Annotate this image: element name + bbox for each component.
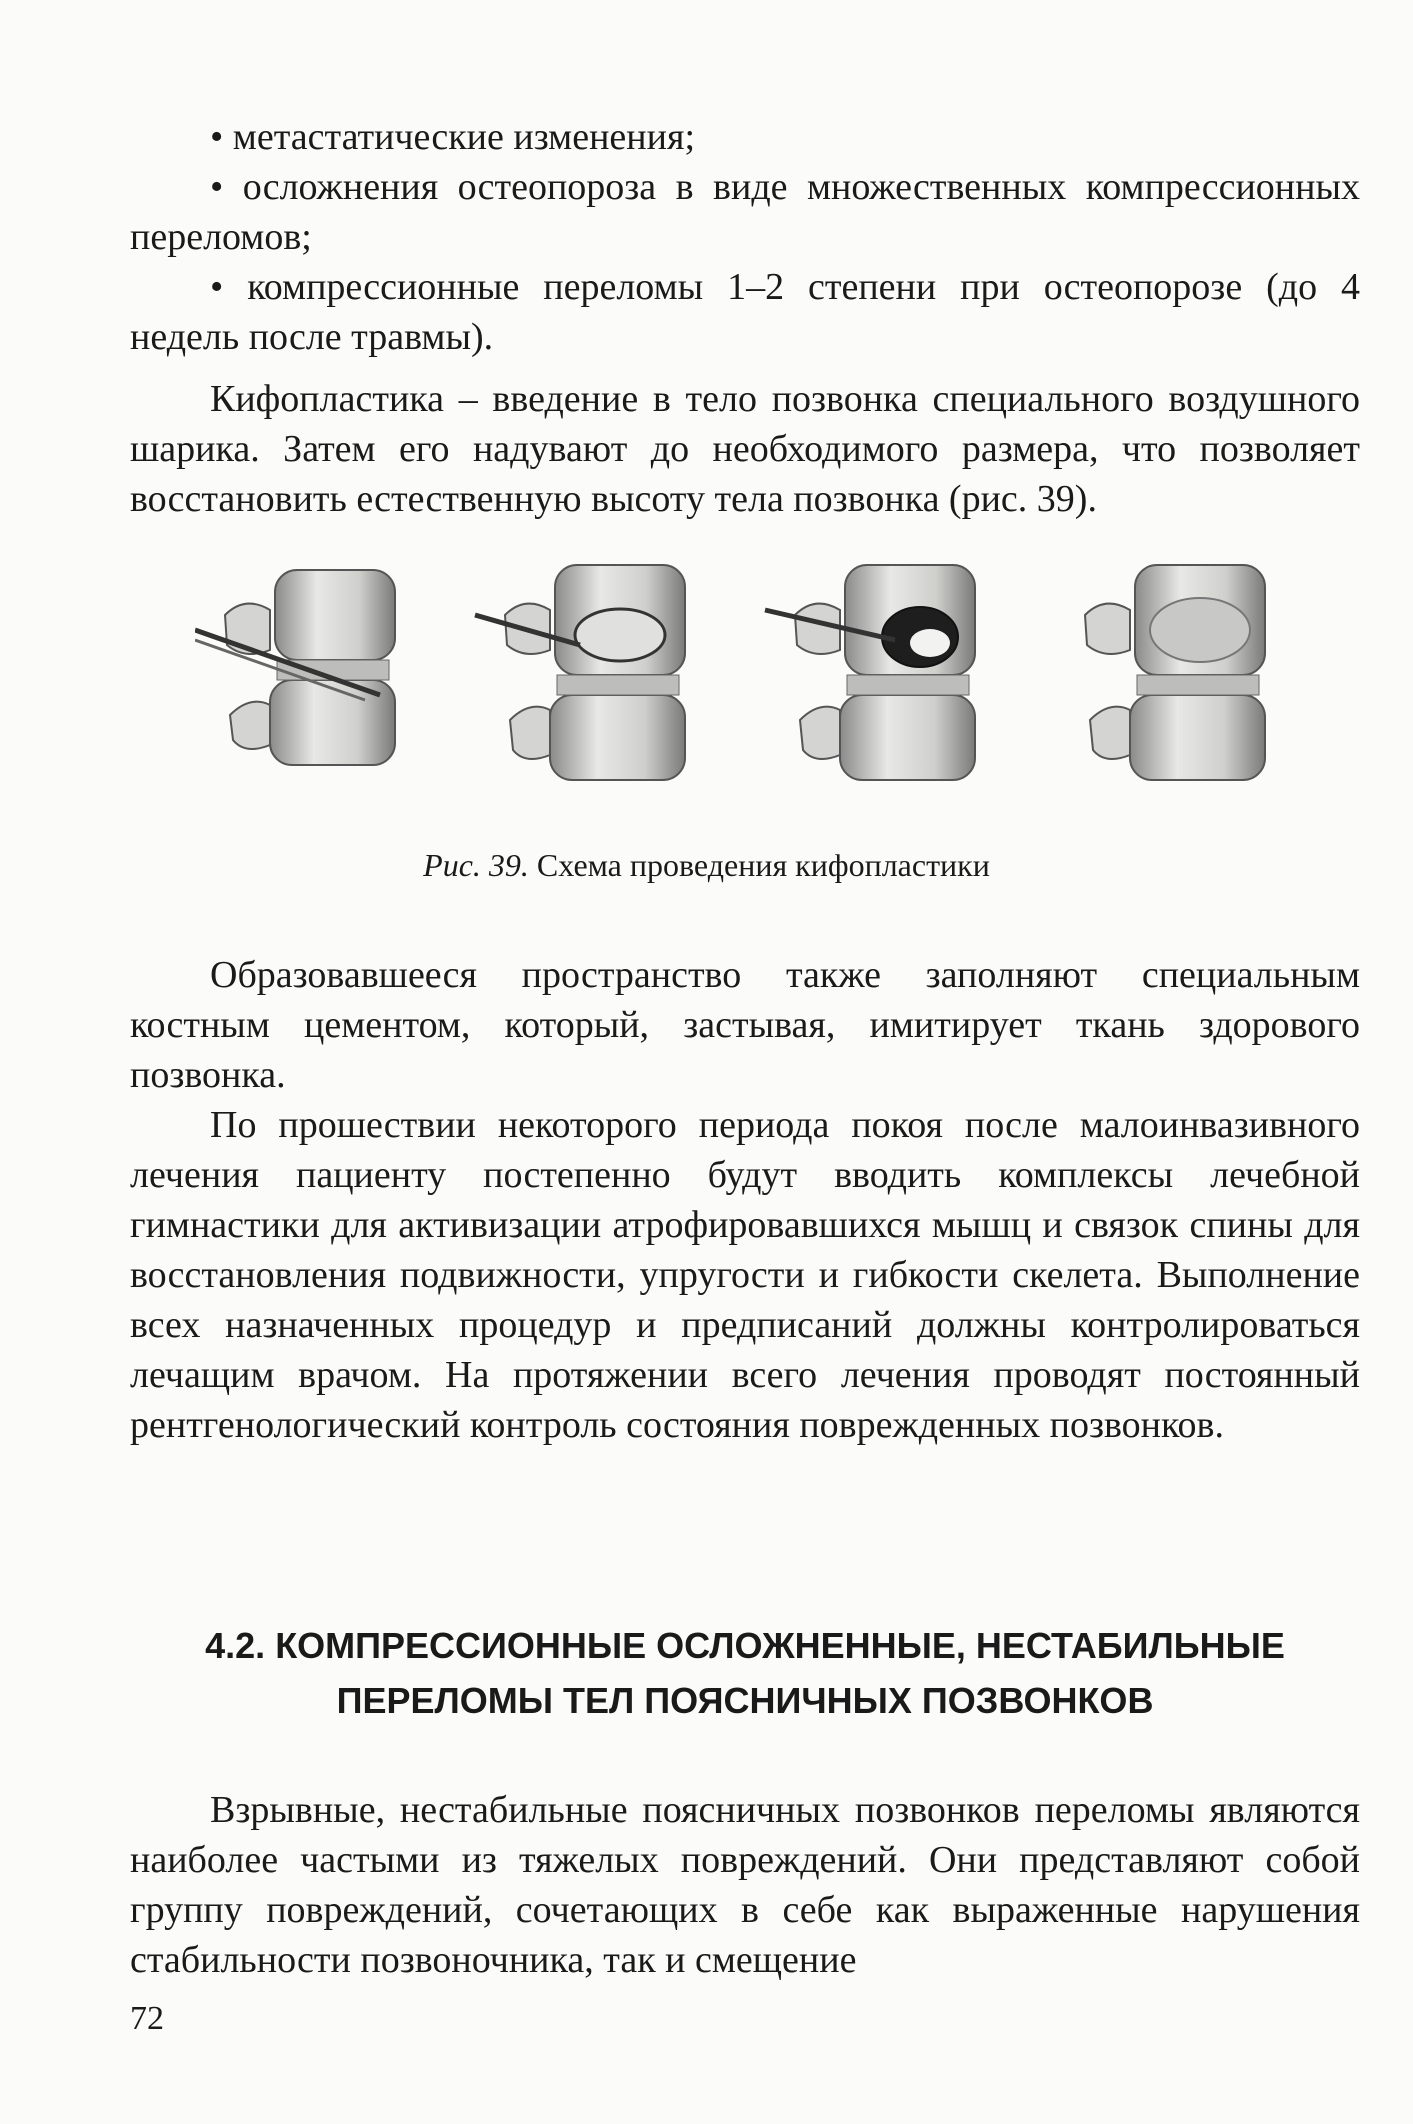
caption-text: Схема проведения кифопластики <box>536 847 990 883</box>
bullet-list <box>130 112 1360 362</box>
section-heading <box>130 1618 1360 1728</box>
page-number: 72 <box>130 2000 164 2037</box>
vertebra-stage-1 <box>195 570 395 765</box>
paragraph-section: Взрывные, нестабильные поясничных позвонков переломы являются наиболее частыми из тяжелых повреждений. Они представляют собой группу повреждений, сочетающих в себе как выраженные нарушения стабильности позвоночника, так и смещение <box>130 1789 1360 1981</box>
section-heading-line1: 4.2. КОМПРЕССИОННЫЕ ОСЛОЖНЕННЫЕ, НЕСТАБИЛЬНЫЕ <box>205 1625 1285 1666</box>
paragraph-kyphoplasty-block <box>130 374 1360 524</box>
bullet-item: • осложнения остеопороза в виде множественных компрессионных переломов; <box>130 166 1360 258</box>
caption-label: Рис. 39. <box>423 847 529 883</box>
vertebra-stage-3 <box>765 565 975 780</box>
paragraph-section-block <box>130 1785 1360 1985</box>
paragraph-kyphoplasty: Кифопластика – введение в тело позвонка специального воздушного шарика. Затем его надувают до необходимого размера, что позволяет восстановить естественную высоту тела позвонка (рис. 39). <box>130 378 1360 520</box>
paragraph-cement-block <box>130 950 1360 1100</box>
paragraph-recovery-block <box>130 1100 1360 1450</box>
section-heading-line2: ПЕРЕЛОМЫ ТЕЛ ПОЯСНИЧНЫХ ПОЗВОНКОВ <box>336 1680 1154 1721</box>
paragraph-recovery: По прошествии некоторого периода покоя после малоинвазивного лечения пациенту постепенно будут вводить комплексы лечебной гимнастики для активизации атрофировавшихся мышц и связок спины для восстановления подвижности, упругости и гибкости скелета. Выполнение всех назначенных процедур и предписаний должны контролироваться лечащим врачом. На протяжении всего лечения проводят постоянный рентгенологический контроль состояния поврежденных позвонков. <box>130 1104 1360 1446</box>
bullet-item: • компрессионные переломы 1–2 степени при остеопорозе (до 4 недель после травмы). <box>130 266 1360 358</box>
bullet-item: • метастатические изменения; <box>210 116 696 158</box>
vertebrae-illustration <box>195 555 1315 815</box>
vertebra-stage-4 <box>1085 565 1265 780</box>
paragraph-cement: Образовавшееся пространство также заполняют специальным костным цементом, который, застывая, имитирует ткань здорового позвонка. <box>130 954 1360 1096</box>
figure-caption <box>0 845 1413 885</box>
figure-kyphoplasty-illustration <box>195 555 1315 815</box>
vertebra-stage-2 <box>475 565 685 780</box>
